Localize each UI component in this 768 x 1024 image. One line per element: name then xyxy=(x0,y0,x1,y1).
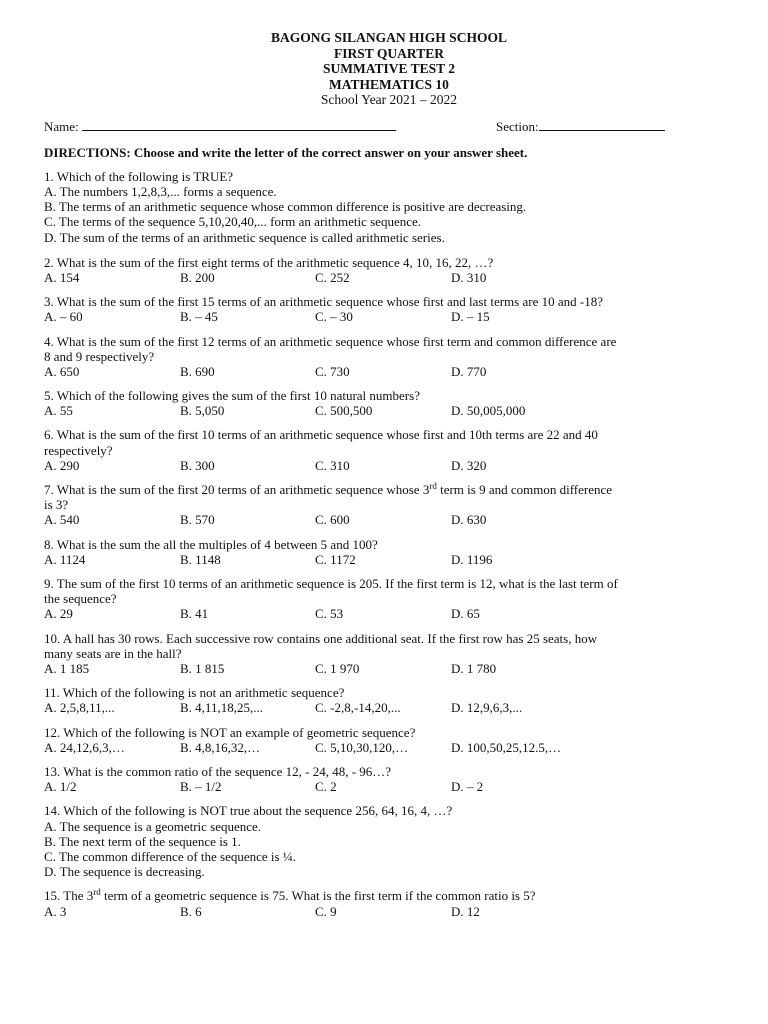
option-c: C. 1172 xyxy=(315,551,356,567)
ordinal-suffix: rd xyxy=(93,887,101,898)
option-d: D. 50,005,000 xyxy=(451,403,526,419)
option-d: D. 310 xyxy=(451,269,487,285)
options-row xyxy=(44,309,734,324)
question-stem-line-2: is 3? xyxy=(44,497,69,513)
question-1 xyxy=(44,169,734,245)
question-7 xyxy=(44,482,734,528)
stem-text-cont: term is 9 and common difference xyxy=(436,482,613,498)
options-row xyxy=(44,779,734,794)
question-stem-line-2: many seats are in the hall? xyxy=(44,645,182,661)
options-row xyxy=(44,740,734,755)
question-stem-line-1: 4. What is the sum of the first 12 terms of an arithmetic sequence whose first term and common difference are xyxy=(44,333,617,349)
name-field[interactable] xyxy=(44,119,396,134)
question-6 xyxy=(44,427,734,473)
school-name: BAGONG SILANGAN HIGH SCHOOL xyxy=(271,30,507,45)
question-stem-line-1: 6. What is the sum of the first 10 terms of an arithmetic sequence whose first and 10th terms are 22 and 40 xyxy=(44,427,598,443)
option-c: C. 252 xyxy=(315,269,350,285)
option-d: D. 12 xyxy=(451,903,480,919)
option-c: C. 600 xyxy=(315,512,350,528)
option-b: B. 1148 xyxy=(180,551,221,567)
section-blank-line[interactable] xyxy=(539,119,665,131)
option-c: C. 730 xyxy=(315,363,350,379)
option-c: C. 310 xyxy=(315,457,350,473)
option-a: A. 24,12,6,3,… xyxy=(44,739,125,755)
question-stem-line-1 xyxy=(44,482,734,497)
question-10 xyxy=(44,631,734,677)
question-stem: 13. What is the common ratio of the sequence 12, - 24, 48, - 96…? xyxy=(44,764,392,780)
option-a: A. 1/2 xyxy=(44,779,77,795)
options-row xyxy=(44,270,734,285)
question-14 xyxy=(44,803,734,879)
option-a: A. 650 xyxy=(44,363,80,379)
question-stem: 12. Which of the following is NOT an example of geometric sequence? xyxy=(44,724,416,740)
option-a: A. The numbers 1,2,8,3,... forms a sequence. xyxy=(44,183,277,199)
question-4 xyxy=(44,334,734,380)
question-stem: 11. Which of the following is not an arithmetic sequence? xyxy=(44,685,345,701)
options-row xyxy=(44,552,734,567)
question-stem-line-1: 10. A hall has 30 rows. Each successive row contains one additional seat. If the first row has 25 seats, how xyxy=(44,630,598,646)
question-stem: 14. Which of the following is NOT true about the sequence 256, 64, 16, 4, …? xyxy=(44,803,453,819)
option-b: B. The next term of the sequence is 1. xyxy=(44,833,241,849)
test-paper xyxy=(44,30,734,919)
option-a: A. 3 xyxy=(44,903,67,919)
section-field[interactable] xyxy=(496,119,665,134)
question-stem-line-2: the sequence? xyxy=(44,591,117,607)
option-b: B. 1 815 xyxy=(180,661,225,677)
option-d: D. – 15 xyxy=(451,309,490,325)
option-c: C. 1 970 xyxy=(315,661,360,677)
options-row xyxy=(44,512,734,527)
question-stem: 3. What is the sum of the first 15 terms of an arithmetic sequence whose first and last terms are 10 and -18? xyxy=(44,294,603,310)
question-15 xyxy=(44,888,734,918)
section-label: Section: xyxy=(496,118,539,134)
question-stem-line-2: 8 and 9 respectively? xyxy=(44,348,155,364)
option-c: C. The terms of the sequence 5,10,20,40,... form an arithmetic sequence. xyxy=(44,214,422,230)
option-d: D. 12,9,6,3,... xyxy=(451,700,523,716)
options-row xyxy=(44,700,734,715)
option-c: C. 53 xyxy=(315,606,344,622)
options-row xyxy=(44,458,734,473)
options-row xyxy=(44,403,734,418)
option-c: C. 2 xyxy=(315,779,337,795)
question-2 xyxy=(44,255,734,285)
question-12 xyxy=(44,725,734,755)
stem-text: 7. What is the sum of the first 20 terms of an arithmetic sequence whose 3 xyxy=(44,482,430,498)
options-row xyxy=(44,606,734,621)
option-d: D. The sequence is decreasing. xyxy=(44,864,205,880)
option-d: D. 770 xyxy=(451,363,487,379)
options-row xyxy=(44,904,734,919)
question-11 xyxy=(44,685,734,715)
question-8 xyxy=(44,537,734,567)
test-title: SUMMATIVE TEST 2 xyxy=(322,61,456,76)
directions: DIRECTIONS: Choose and write the letter of the correct answer on your answer sheet. xyxy=(44,144,528,160)
option-b: B. The terms of an arithmetic sequence whose common difference is positive are decreasing. xyxy=(44,199,527,215)
question-stem-line-2: respectively? xyxy=(44,442,113,458)
option-b: B. – 45 xyxy=(180,309,218,325)
option-d: D. 320 xyxy=(451,457,487,473)
name-label: Name: xyxy=(44,118,79,134)
option-c: C. -2,8,-14,20,... xyxy=(315,700,401,716)
question-stem: 1. Which of the following is TRUE? xyxy=(44,168,234,184)
option-a: A. 55 xyxy=(44,403,73,419)
question-9 xyxy=(44,576,734,622)
question-5 xyxy=(44,388,734,418)
question-stem: 5. Which of the following gives the sum of the first 10 natural numbers? xyxy=(44,388,420,404)
option-b: B. 5,050 xyxy=(180,403,225,419)
options-row xyxy=(44,364,734,379)
options-row xyxy=(44,661,734,676)
option-a: A. 2,5,8,11,... xyxy=(44,700,115,716)
question-13 xyxy=(44,764,734,794)
option-d: D. The sum of the terms of an arithmetic sequence is called arithmetic series. xyxy=(44,229,445,245)
school-year: School Year 2021 – 2022 xyxy=(320,92,458,107)
question-stem: 8. What is the sum the all the multiples of 4 between 5 and 100? xyxy=(44,536,378,552)
option-a: A. 154 xyxy=(44,269,80,285)
option-d: D. 1196 xyxy=(451,551,493,567)
option-a: A. The sequence is a geometric sequence. xyxy=(44,818,262,834)
student-info-row xyxy=(44,119,734,135)
question-stem-line-1: 9. The sum of the first 10 terms of an arithmetic sequence is 205. If the first term is 12, what is the last term of xyxy=(44,576,618,592)
option-a: A. 1124 xyxy=(44,551,86,567)
option-b: B. 300 xyxy=(180,457,215,473)
option-a: A. 290 xyxy=(44,457,80,473)
stem-text: 15. The 3 xyxy=(44,888,94,904)
question-stem: 2. What is the sum of the first eight terms of the arithmetic sequence 4, 10, 16, 22, …? xyxy=(44,254,494,270)
option-c: C. – 30 xyxy=(315,309,353,325)
question-3 xyxy=(44,294,734,324)
question-stem xyxy=(44,888,734,903)
option-d: D. – 2 xyxy=(451,779,484,795)
option-b: B. – 1/2 xyxy=(180,779,222,795)
option-c: C. The common difference of the sequence is ¼. xyxy=(44,849,296,865)
option-c: C. 9 xyxy=(315,903,337,919)
option-d: D. 1 780 xyxy=(451,661,497,677)
ordinal-suffix: rd xyxy=(429,481,437,492)
option-d: D. 630 xyxy=(451,512,487,528)
quarter-title: FIRST QUARTER xyxy=(334,45,444,61)
option-b: B. 6 xyxy=(180,903,202,919)
option-d: D. 65 xyxy=(451,606,480,622)
stem-text-cont: term of a geometric sequence is 75. What is the first term if the common ratio is 5? xyxy=(100,888,536,904)
option-c: C. 500,500 xyxy=(315,403,373,419)
option-a: A. – 60 xyxy=(44,309,83,325)
option-b: B. 41 xyxy=(180,606,209,622)
option-b: B. 200 xyxy=(180,269,215,285)
option-a: A. 540 xyxy=(44,512,80,528)
option-c: C. 5,10,30,120,… xyxy=(315,739,409,755)
subject-title: MATHEMATICS 10 xyxy=(329,76,449,92)
option-b: B. 4,11,18,25,... xyxy=(180,700,263,716)
option-d: D. 100,50,25,12.5,… xyxy=(451,739,562,755)
name-blank-line[interactable] xyxy=(82,119,396,131)
option-b: B. 570 xyxy=(180,512,215,528)
document-header xyxy=(44,30,734,108)
option-b: B. 4,8,16,32,… xyxy=(180,739,261,755)
option-a: A. 29 xyxy=(44,606,73,622)
option-b: B. 690 xyxy=(180,363,215,379)
option-a: A. 1 185 xyxy=(44,661,90,677)
